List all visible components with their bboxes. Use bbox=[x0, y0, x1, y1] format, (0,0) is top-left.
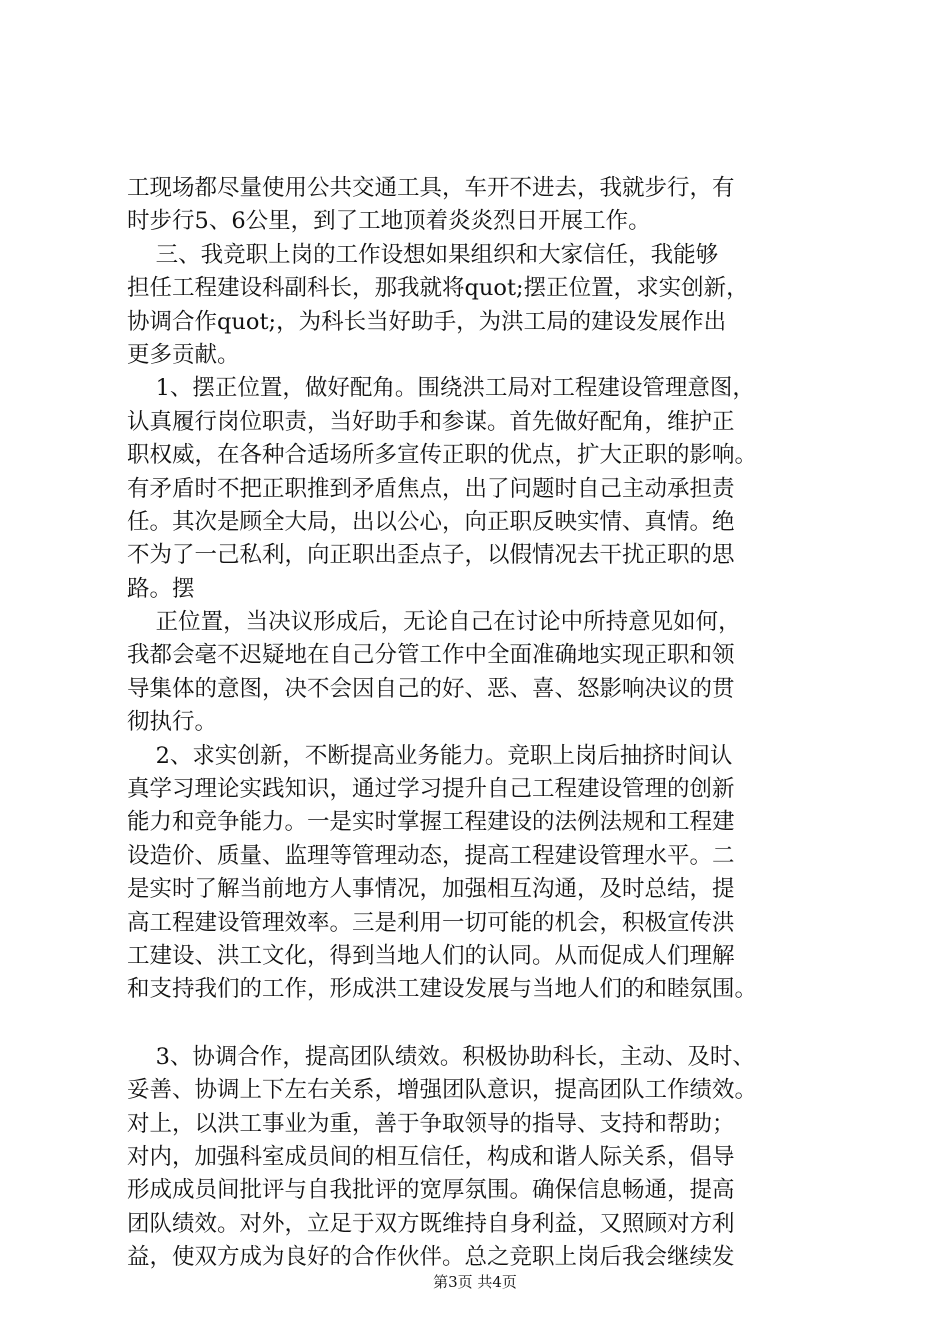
text-line: 妥善、协调上下左右关系，增强团队意识，提高团队工作绩效。 bbox=[127, 1077, 758, 1104]
text-line: 有矛盾时不把正职推到矛盾焦点，出了问题时自己主动承担责 bbox=[127, 475, 735, 502]
text-line: 高工程建设管理效率。三是利用一切可能的机会，积极宣传洪 bbox=[127, 909, 735, 936]
text-line: 彻执行。 bbox=[127, 709, 218, 736]
text-line: 更多贡献。 bbox=[127, 341, 240, 368]
text-line: 工建设、洪工文化，得到当地人们的认同。从而促成人们理解 bbox=[127, 942, 735, 969]
text-line: 任。其次是顾全大局，出以公心，向正职反映实情、真情。绝 bbox=[127, 508, 735, 535]
text-line: 工现场都尽量使用公共交通工具，车开不进去，我就步行，有 bbox=[127, 175, 735, 201]
text-line: 3、协调合作，提高团队绩效。积极协助科长，主动、及时、 bbox=[127, 1043, 755, 1070]
text-line: 形成成员间批评与自我批评的宽厚氛围。确保信息畅通，提高 bbox=[127, 1177, 735, 1204]
text-line: 正位置，当决议形成后，无论自己在讨论中所持意见如何， bbox=[127, 609, 741, 636]
text-line: 真学习理论实践知识，通过学习提升自己工程建设管理的创新 bbox=[127, 776, 735, 803]
text-line: 是实时了解当前地方人事情况，加强相互沟通，及时总结，提 bbox=[127, 876, 735, 903]
text-line: 担任工程建设科副科长，那我就将quot;摆正位置，求实创新， bbox=[127, 275, 749, 302]
text-line: 导集体的意图，决不会因自己的好、恶、喜、怒影响决议的贯 bbox=[127, 675, 735, 702]
text-line: 对内，加强科室成员间的相互信任，构成和谐人际关系，倡导 bbox=[127, 1143, 735, 1170]
document-body bbox=[127, 172, 857, 1275]
text-line: 协调合作quot;，为科长当好助手，为洪工局的建设发展作出 bbox=[127, 308, 727, 335]
text-line: 团队绩效。对外，立足于双方既维持自身利益，又照顾对方利 bbox=[127, 1210, 735, 1237]
page-footer bbox=[0, 1272, 950, 1292]
text-line: 能力和竞争能力。一是实时掌握工程建设的法例法规和工程建 bbox=[127, 809, 735, 836]
text-line: 设造价、质量、监理等管理动态，提高工程建设管理水平。二 bbox=[127, 842, 735, 869]
text-line: 三、我竞职上岗的工作设想如果组织和大家信任，我能够 bbox=[127, 241, 719, 268]
text-line: 益，使双方成为良好的合作伙伴。总之竞职上岗后我会继续发 bbox=[127, 1244, 735, 1271]
text-line: 1、摆正位置，做好配角。围绕洪工局对工程建设管理意图， bbox=[127, 375, 755, 402]
paragraph-gap bbox=[127, 1007, 857, 1041]
text-line: 认真履行岗位职责，当好助手和参谋。首先做好配角，维护正 bbox=[127, 408, 735, 435]
page-number: 第3页 共4页 bbox=[433, 1273, 517, 1291]
text-line: 职权威，在各种合适场所多宣传正职的优点，扩大正职的影响。 bbox=[127, 442, 758, 469]
text-line: 时步行5、6公里，到了工地顶着炎炎烈日开展工作。 bbox=[127, 208, 651, 235]
text-line: 对上，以洪工事业为重，善于争取领导的指导、支持和帮助； bbox=[127, 1110, 735, 1137]
text-line: 我都会毫不迟疑地在自己分管工作中全面准确地实现正职和领 bbox=[127, 642, 735, 669]
text-line: 不为了一己私利，向正职出歪点子，以假情况去干扰正职的思 bbox=[127, 542, 735, 569]
text-line: 和支持我们的工作，形成洪工建设发展与当地人们的和睦氛围。 bbox=[127, 976, 758, 1003]
text-line: 2、求实创新，不断提高业务能力。竞职上岗后抽挤时间认 bbox=[127, 742, 733, 769]
text-line: 路。摆 bbox=[127, 575, 195, 602]
